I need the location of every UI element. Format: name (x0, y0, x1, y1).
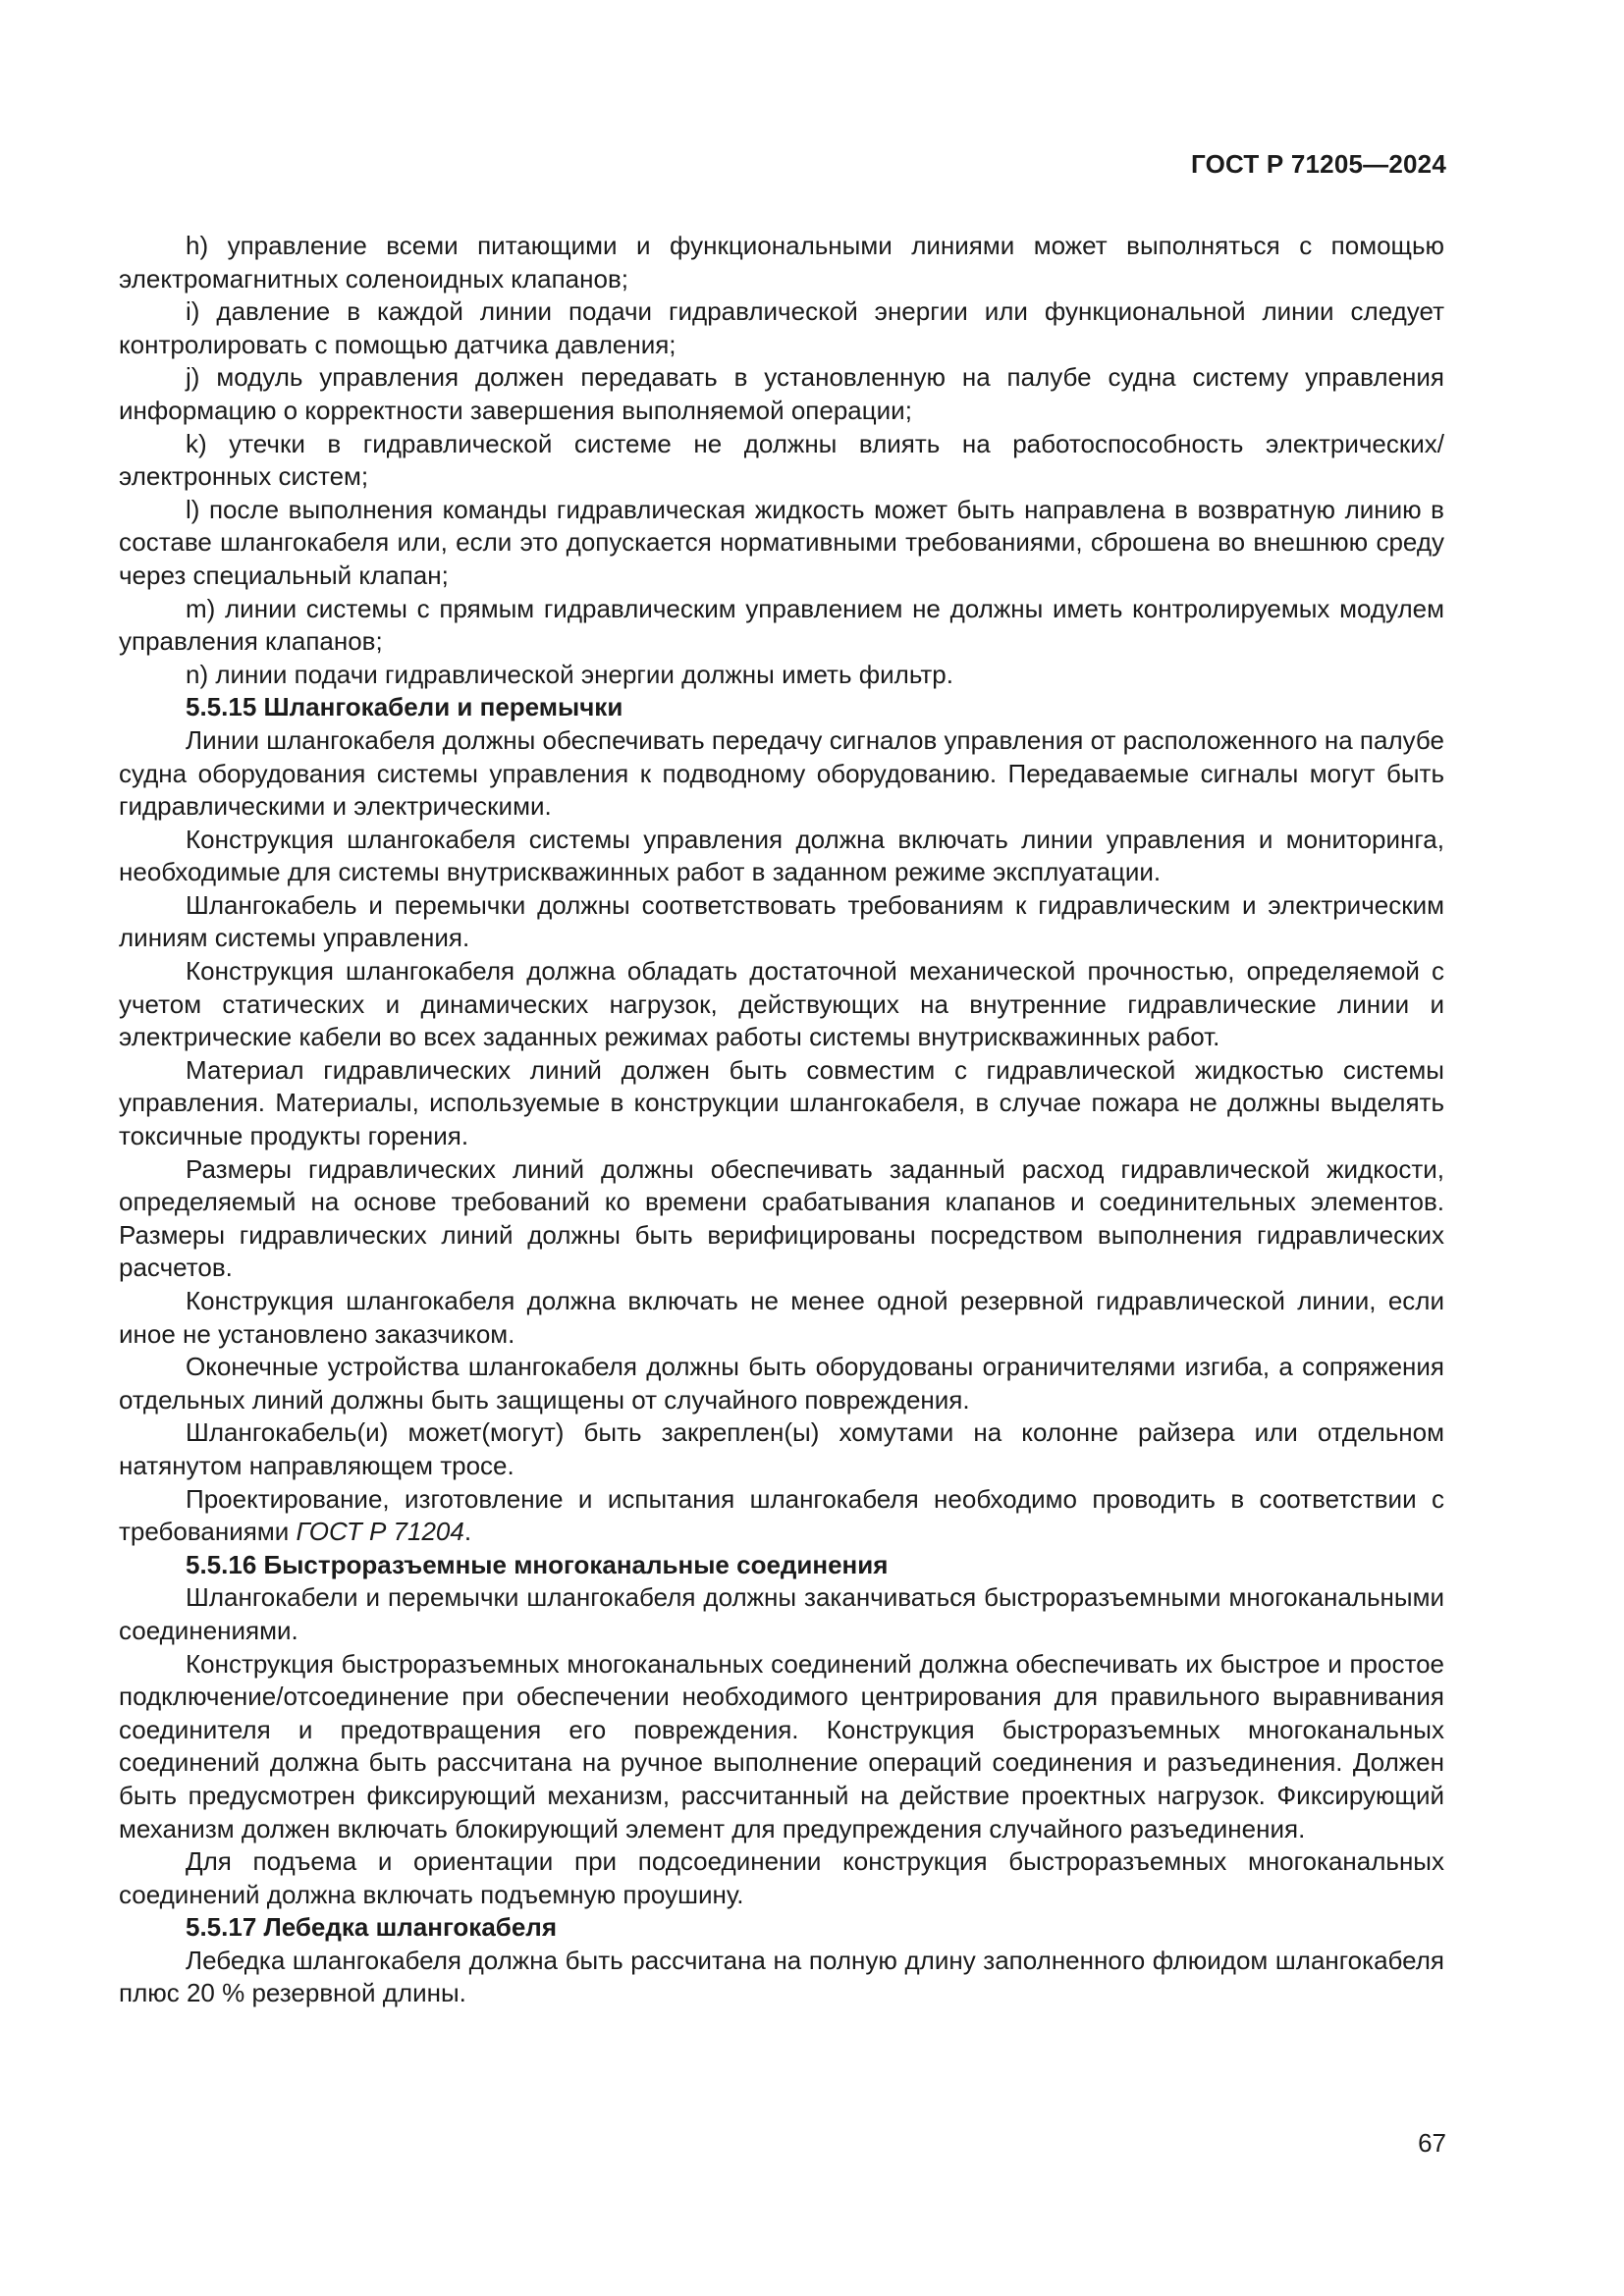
body-paragraph: m) линии системы с прямым гидравлическим управлением не должны иметь контролируемых модулем управления клапанов; (119, 593, 1444, 657)
body-paragraph: n) линии подачи гидравлической энергии должны иметь фильтр. (186, 659, 953, 689)
body-paragraph: Конструкция шлангокабеля должна включать не менее одной резервной гидравлической линии, если иное не установлено заказчиком. (119, 1286, 1444, 1349)
section-heading: 5.5.15 Шлангокабели и перемычки (186, 692, 623, 722)
section-heading: 5.5.16 Быстроразъемные многоканальные соединения (186, 1549, 889, 1579)
paragraph-text: Проектирование, изготовление и испытания шлангокабеля необходимо проводить в соответствии с требованиями (119, 1483, 1444, 1547)
paragraph-tail: . (463, 1517, 472, 1547)
body-paragraph: j) модуль управления должен передавать в установленную на палубе судна систему управления информацию о корректности завершения выполняемой операции; (119, 362, 1444, 425)
body-paragraph: l) после выполнения команды гидравлическая жидкость может быть направлена в возвратную линию в составе шлангокабеля или, если это допускается нормативными требованиями, сброшена во внешнюю среду через специальный клапан; (119, 494, 1444, 590)
page-number: 67 (1418, 2128, 1446, 2158)
standard-reference: ГОСТ Р 71204 (296, 1517, 464, 1547)
body-paragraph: Для подъема и ориентации при подсоединении конструкция быстроразъемных многоканальных соединений должна включать подъемную проушину. (119, 1846, 1444, 1909)
body-paragraph: Оконечные устройства шлангокабеля должны быть оборудованы ограничителями изгиба, а сопряжения отдельных линий должны быть защищены от случайного повреждения. (119, 1352, 1444, 1415)
body-paragraph: Шлангокабель и перемычки должны соответствовать требованиям к гидравлическим и электрическим линиям системы управления. (119, 889, 1444, 953)
body-paragraph: Шлангокабель(и) может(могут) быть закреплен(ы) хомутами на колонне райзера или отдельном натянутом направляющем тросе. (119, 1417, 1444, 1480)
document-code-header: ГОСТ Р 71205—2024 (1191, 149, 1446, 179)
body-paragraph: h) управление всеми питающими и функциональными линиями может выполняться с помощью электромагнитных соленоидных клапанов; (119, 231, 1444, 294)
body-paragraph: Материал гидравлических линий должен быть совместим с гидравлической жидкостью системы управления. Материалы, используемые в конструкции шлангокабеля, в случае пожара не должны выделять токсичные продукты горения. (119, 1054, 1444, 1151)
section-heading: 5.5.17 Лебедка шлангокабеля (186, 1912, 557, 1943)
body-paragraph: Конструкция шлангокабеля системы управления должна включать линии управления и мониторинга, необходимые для системы внутрискважинных работ в заданном режиме эксплуатации. (119, 824, 1444, 887)
body-paragraph: Лебедка шлангокабеля должна быть рассчитана на полную длину заполненного флюидом шлангокабеля плюс 20 % резервной длины. (119, 1945, 1444, 2008)
body-paragraph: k) утечки в гидравлической системе не должны влиять на работоспособность электрических/электронных систем; (119, 428, 1444, 492)
body-paragraph (119, 1483, 1444, 1549)
body-paragraph: Линии шлангокабеля должны обеспечивать передачу сигналов управления от расположенного на палубе судна оборудования системы управления к подводному оборудованию. Передаваемые сигналы могут быть гидравлическими и электрическими. (119, 724, 1444, 822)
body-paragraph: Конструкция быстроразъемных многоканальных соединений должна обеспечивать их быстрое и простое подключение/отсоединение при обеспечении необходимого центрирования для правильного выравнивания соединителя и предотвращения его повреждения. Конструкция быстроразъемных многоканальных соединений должна быть рассчитана на ручное выполнение операций соединения и разъединения. Должен быть предусмотрен фиксирующий механизм, рассчитанный на действие проектных нагрузок. Фиксирующий механизм должен включать блокирующий элемент для предупреждения случайного разъединения. (119, 1648, 1444, 1843)
body-paragraph: Шлангокабели и перемычки шлангокабеля должны заканчиваться быстроразъемными многоканальными соединениями. (119, 1582, 1444, 1645)
body-paragraph: Конструкция шлангокабеля должна обладать достаточной механической прочностью, определяемой с учетом статических и динамических нагрузок, действующих на внутренние гидравлические линии и электрические кабели во всех заданных режимах работы системы внутрискважинных работ. (119, 956, 1444, 1052)
page-body (119, 230, 1444, 2010)
body-paragraph: Размеры гидравлических линий должны обеспечивать заданный расход гидравлической жидкости, определяемый на основе требований ко времени срабатывания клапанов и соединительных элементов. Размеры гидравлических линий должны быть верифицированы посредством выполнения гидравлических расчетов. (119, 1153, 1444, 1283)
body-paragraph: i) давление в каждой линии подачи гидравлической энергии или функциональной линии следует контролировать с помощью датчика давления; (119, 296, 1444, 359)
